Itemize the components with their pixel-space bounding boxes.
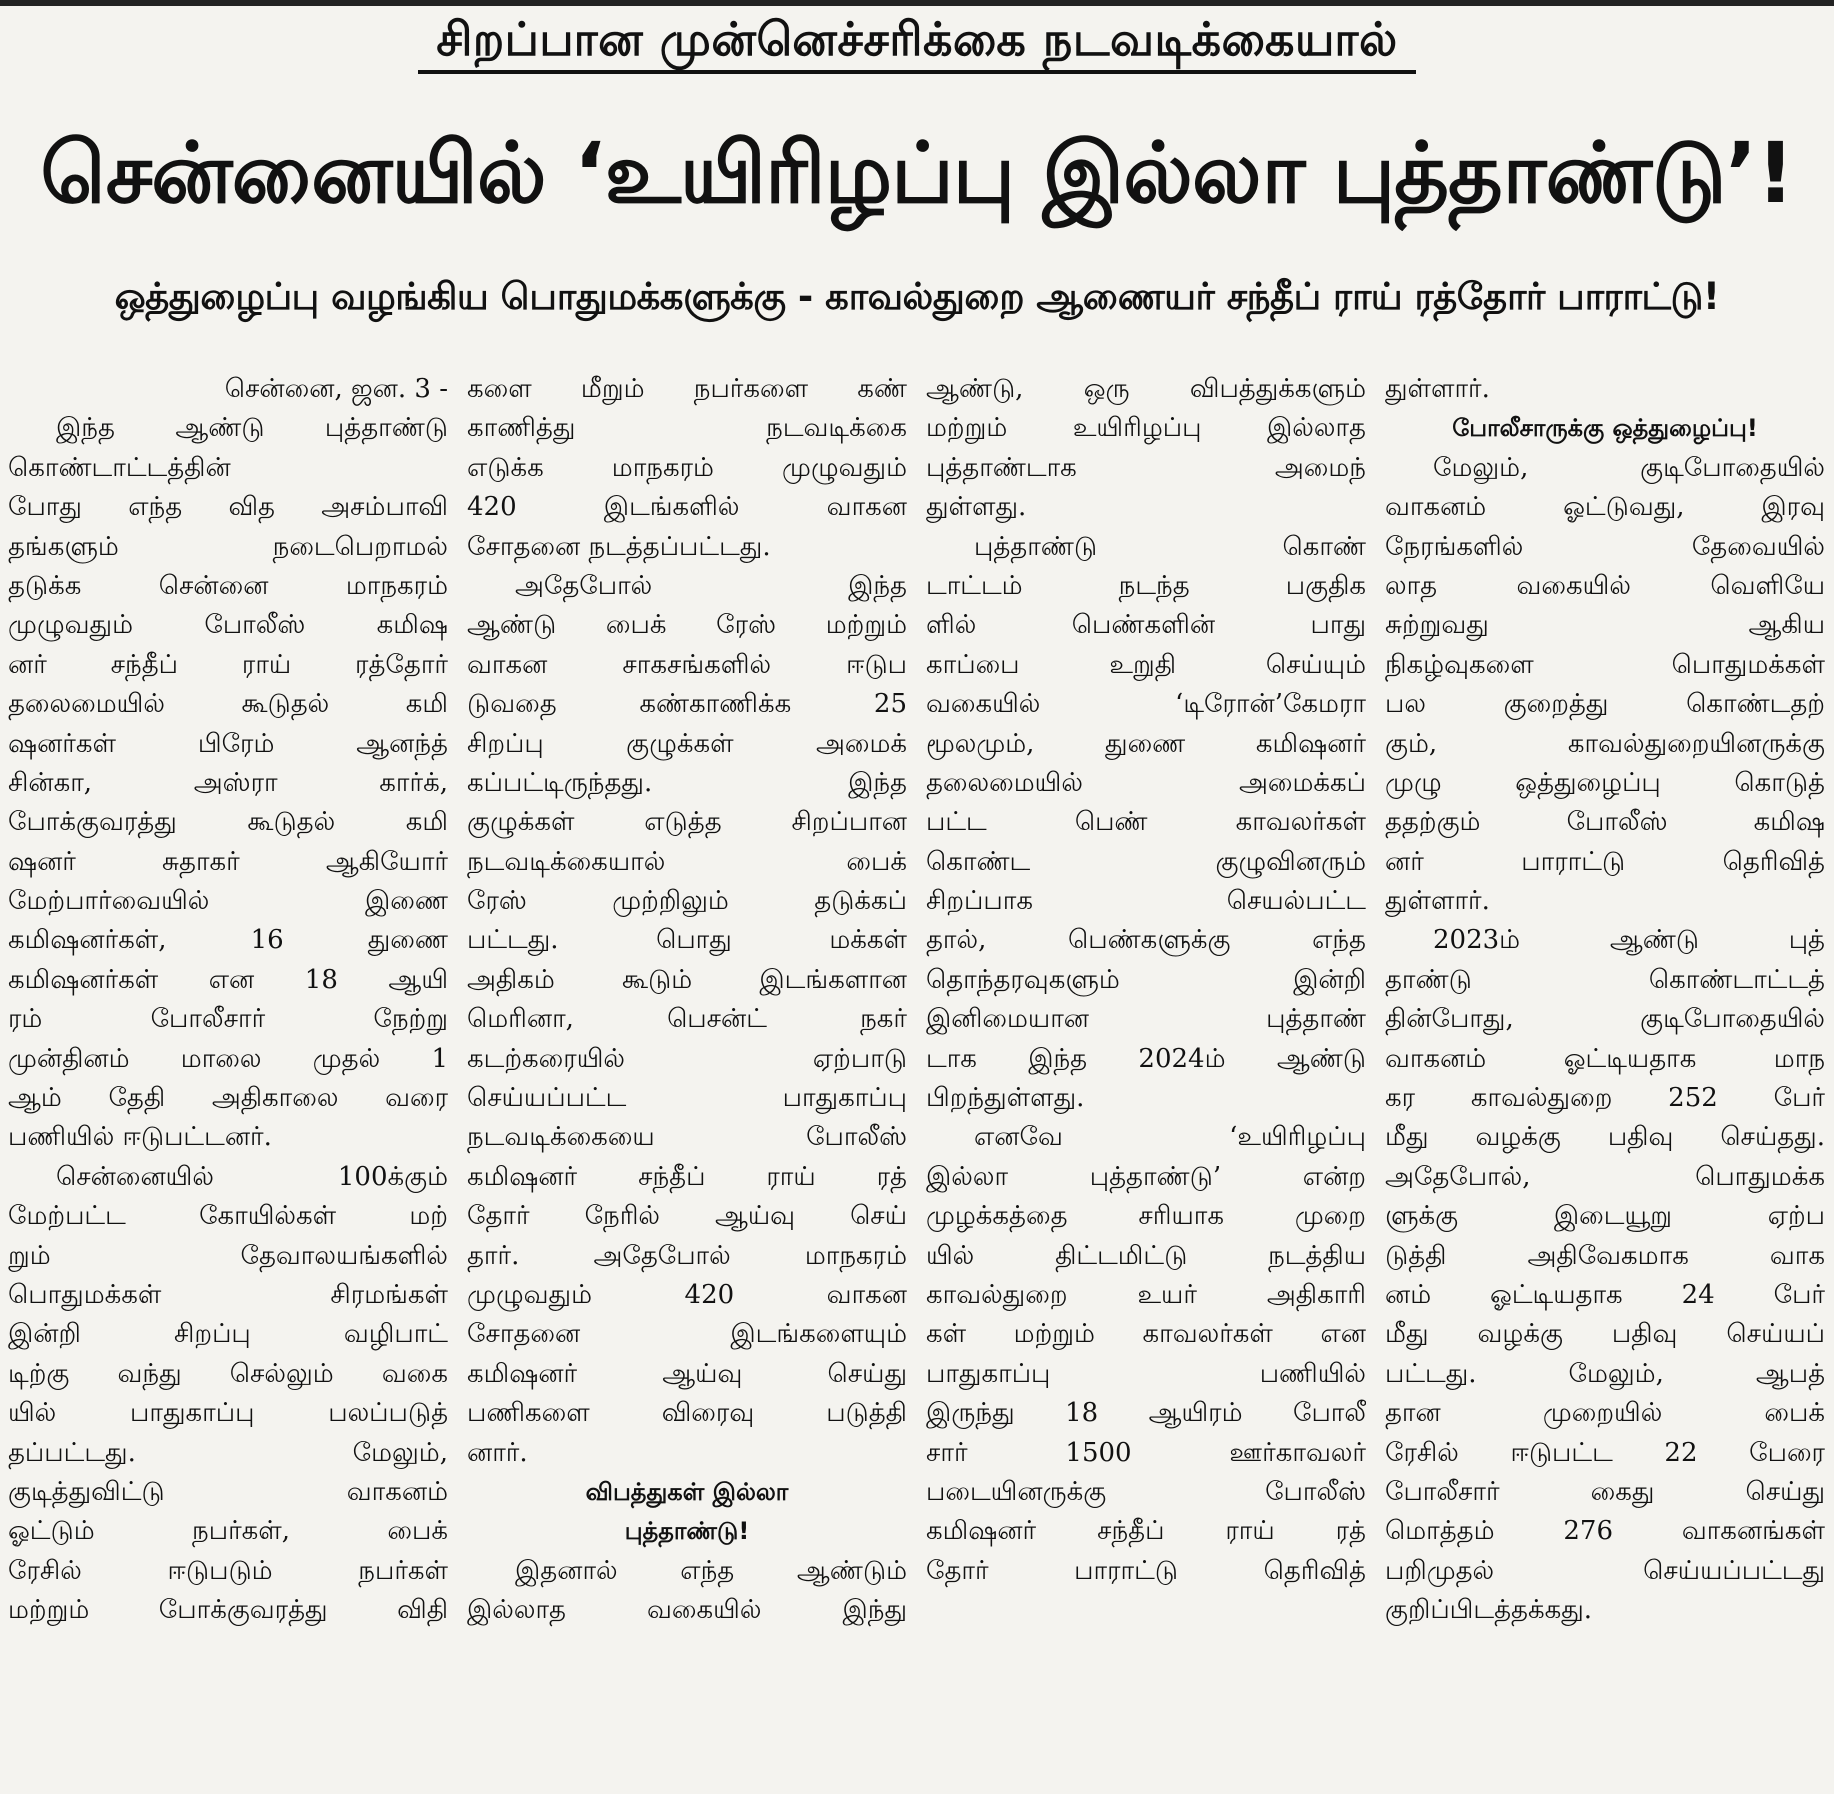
article-line: முழு ஒத்துழைப்பு கொடுத் [1385, 767, 1825, 798]
article-line: கமிஷனர்கள் என 18 ஆயி [8, 964, 448, 995]
article-line: பிறந்துள்ளது. [926, 1083, 1085, 1114]
article-line: புத்தாண்டாக அமைந் [926, 452, 1366, 483]
article-line: கமிஷனர் சந்தீப் ராய் ரத் [926, 1516, 1366, 1547]
article-line: நேரங்களில் தேவையில் [1385, 531, 1825, 562]
article-line: னார். [467, 1437, 528, 1468]
article-line: அதிகம் கூடும் இடங்களான [467, 964, 907, 995]
article-line: னர் பாராட்டு தெரிவித் [1385, 846, 1825, 877]
article-line: தங்களும் நடைபெறாமல் [8, 531, 448, 562]
article-line: துள்ளார். [1385, 886, 1490, 917]
article-line: இன்றி சிறப்பு வழிபாட் [8, 1319, 448, 1350]
article-line: கடற்கரையில் ஏற்பாடு [467, 1043, 907, 1074]
article-line: பொதுமக்கள் சிரமங்கள் [8, 1279, 448, 1310]
article-line: காப்பை உறுதி செய்யும் [926, 649, 1366, 680]
article-line: சுற்றுவது ஆகிய [1385, 610, 1825, 641]
article-line: தொந்தரவுகளும் இன்றி [926, 964, 1366, 995]
article-line: மூலமும், துணை கமிஷனர் [926, 728, 1366, 759]
section-subheading: போலீசாருக்கு ஒத்துழைப்பு! [1452, 414, 1758, 443]
article-line: டிற்கு வந்து செல்லும் வகை [8, 1358, 448, 1389]
article-line: போது எந்த வித அசம்பாவி [8, 492, 448, 523]
article-line: ரம் போலீசார் நேற்று [8, 1004, 448, 1035]
article-line: பணியில் ஈடுபட்டனர். [8, 1122, 272, 1153]
article-line: ரேசில் ஈடுபட்ட 22 பேரை [1385, 1437, 1825, 1468]
article-line: தால், பெண்களுக்கு எந்த [926, 925, 1366, 956]
article-line: ரேசில் ஈடுபடும் நபர்கள் [8, 1555, 448, 1586]
article-line: வாகன சாகசங்களில் ஈடுப [467, 649, 907, 680]
article-line: ஷனர்கள் பிரேம் ஆனந்த் [8, 728, 448, 759]
article-line: கமிஷனர்கள், 16 துணை [8, 925, 448, 956]
article-line: பட்ட பெண் காவலர்கள் [926, 807, 1366, 838]
article-line: மற்றும் உயிரிழப்பு இல்லாத [926, 413, 1366, 444]
article-line: மற்றும் போக்குவரத்து விதி [8, 1595, 448, 1626]
dateline: சென்னை, ஜன. 3 - [224, 374, 448, 404]
article-line: பறிமுதல் செய்யப்பட்டது [1385, 1555, 1825, 1586]
column-2 [467, 370, 907, 1788]
article-line: வாகனம் ஓட்டியதாக மாந [1385, 1043, 1825, 1074]
article-line: டாட்டம் நடந்த பகுதிக [926, 570, 1366, 601]
article-line: மேற்பட்ட கோயில்கள் மற் [8, 1201, 448, 1232]
article-line: கொண்டாட்டத்தின் [8, 452, 231, 483]
article-line: மொத்தம் 276 வாகனங்கள் [1385, 1516, 1825, 1547]
article-line: துள்ளது. [926, 492, 1027, 523]
article-line: முழுவதும் போலீஸ் கமிஷ [8, 610, 448, 641]
article-line: பணிகளை விரைவு படுத்தி [467, 1398, 907, 1429]
article-line: ஆம் தேதி அதிகாலை வரை [8, 1083, 448, 1114]
article-line: மேலும், குடிபோதையில் [1433, 452, 1825, 483]
article-line: ஷனர் சுதாகர் ஆகியோர் [8, 846, 448, 877]
article-line: டுவதை கண்காணிக்க 25 [467, 689, 907, 720]
article-line: தார். அதேபோல் மாநகரம் [467, 1240, 907, 1271]
article-line: ஆண்டு, ஒரு விபத்துக்களும் [926, 374, 1366, 404]
article-line: ததற்கும் போலீஸ் கமிஷ [1385, 807, 1825, 838]
article-line: டுத்தி அதிவேகமாக வாக [1385, 1240, 1825, 1271]
article-line: னர் சந்தீப் ராய் ரத்தோர் [8, 649, 448, 680]
article-line: னம் ஓட்டியதாக 24 பேர் [1385, 1279, 1825, 1310]
article-line: காவல்துறை உயர் அதிகாரி [926, 1279, 1366, 1310]
article-line: காணித்து நடவடிக்கை [467, 413, 907, 444]
article-line: தப்பட்டது. மேலும், [8, 1437, 448, 1468]
section-subheading: விபத்துகள் இல்லா [585, 1477, 789, 1506]
article-line: கமிஷனர் சந்தீப் ராய் ரத் [467, 1161, 907, 1192]
article-line: போலீசார் கைது செய்து [1385, 1476, 1825, 1507]
article-line: மேற்பார்வையில் இணை [8, 886, 448, 917]
column-4 [1385, 370, 1825, 1788]
kicker [0, 8, 1834, 78]
article-line: முழக்கத்தை சரியாக முறை [926, 1201, 1366, 1232]
section-subheading: புத்தாண்டு! [624, 1517, 750, 1546]
article-line: சிறப்பு குழுக்கள் அமைக் [467, 728, 907, 759]
article-line: இருந்து 18 ஆயிரம் போலீ [926, 1398, 1366, 1429]
article-line: போக்குவரத்து கூடுதல் கமி [8, 807, 448, 838]
article-line: மீது வழக்கு பதிவு செய்தது. [1385, 1122, 1825, 1153]
article-line: ஓட்டும் நபர்கள், பைக் [8, 1516, 448, 1547]
article-line: யில் பாதுகாப்பு பலப்படுத் [8, 1398, 448, 1429]
article-line: வாகனம் ஓட்டுவது, இரவு [1385, 492, 1825, 523]
article-line: பட்டது. மேலும், ஆபத் [1385, 1358, 1825, 1389]
article-line: சார் 1500 ஊர்காவலர் [926, 1437, 1366, 1468]
column-1 [8, 370, 448, 1788]
article-line: அதேபோல் இந்த [515, 570, 907, 601]
article-line: கர காவல்துறை 252 பேர் [1385, 1083, 1825, 1114]
article-line: யில் திட்டமிட்டு நடத்திய [926, 1240, 1366, 1271]
article-line: சிறப்பாக செயல்பட்ட [926, 886, 1366, 917]
article-line: ளில் பெண்களின் பாது [926, 610, 1366, 641]
article-line: புத்தாண்டு கொண் [974, 531, 1366, 562]
article-line: முழுவதும் 420 வாகன [467, 1279, 907, 1310]
article-line: சோதனை இடங்களையும் [467, 1319, 907, 1350]
headline: சென்னையில் ‘உயிரிழப்பு இல்லா புத்தாண்டு’! [40, 124, 1794, 222]
article-line: குறிப்பிடத்தக்கது. [1385, 1595, 1593, 1626]
article-line: இந்த ஆண்டு புத்தாண்டு [56, 413, 448, 444]
article-line: கப்பட்டிருந்தது. இந்த [467, 767, 907, 798]
article-line: இனிமையான புத்தாண் [926, 1004, 1366, 1035]
article-line: இதனால் எந்த ஆண்டும் [515, 1555, 907, 1586]
article-line: தலைமையில் கூடுதல் கமி [8, 689, 448, 720]
article-line: 2023ம் ஆண்டு புத் [1433, 925, 1825, 956]
top-rule [0, 0, 1834, 6]
article-line: மீது வழக்கு பதிவு செய்யப் [1385, 1319, 1825, 1350]
article-line: தாண்டு கொண்டாட்டத் [1385, 964, 1825, 995]
article-line: பல குறைத்து கொண்டதற் [1385, 689, 1825, 720]
article-line: அதேபோல், பொதுமக்க [1385, 1161, 1825, 1192]
article-line: நடவடிக்கையை போலீஸ் [467, 1122, 907, 1153]
article-line: செய்யப்பட்ட பாதுகாப்பு [467, 1083, 907, 1114]
article-line: இல்லாத வகையில் இந்து [467, 1595, 907, 1626]
article-line: லாத வகையில் வெளியே [1385, 570, 1825, 601]
article-line: சென்னையில் 100க்கும் [56, 1161, 448, 1192]
article-line: நடவடிக்கையால் பைக் [467, 846, 907, 877]
article-line: வகையில் ‘டிரோன்’கேமரா [926, 689, 1366, 720]
article-line: முன்தினம் மாலை முதல் 1 [8, 1043, 448, 1074]
article-line: இல்லா புத்தாண்டு’ என்ற [926, 1161, 1366, 1192]
article-line: களை மீறும் நபர்களை கண் [467, 374, 907, 404]
article-line: எடுக்க மாநகரம் முழுவதும் [467, 452, 907, 483]
article-line: ஆண்டு பைக் ரேஸ் மற்றும் [467, 610, 907, 641]
article-line: படையினருக்கு போலீஸ் [926, 1476, 1366, 1507]
article-line: குழுக்கள் எடுத்த சிறப்பான [467, 807, 907, 838]
kicker-text: சிறப்பான முன்னெச்சரிக்கை நடவடிக்கையால் [418, 8, 1415, 74]
article-line: குடித்துவிட்டு வாகனம் [8, 1476, 448, 1507]
article-line: டாக இந்த 2024ம் ஆண்டு [926, 1043, 1366, 1074]
article-line: சோதனை நடத்தப்பட்டது. [467, 531, 771, 562]
article-line: கமிஷனர் ஆய்வு செய்து [467, 1358, 907, 1389]
article-line: கும், காவல்துறையினருக்கு [1385, 728, 1825, 759]
article-line: கள் மற்றும் காவலர்கள் என [926, 1319, 1366, 1350]
column-3 [926, 370, 1366, 1788]
article-line: பாதுகாப்பு பணியில் [926, 1358, 1366, 1389]
article-line: தோர் நேரில் ஆய்வு செய் [467, 1201, 907, 1232]
subheadline: ஒத்துழைப்பு வழங்கிய பொதுமக்களுக்கு - காவல்துறை ஆணையர் சந்தீப் ராய் ரத்தோர் பாராட்டு! [114, 275, 1720, 318]
article-line: எனவே ‘உயிரிழப்பு [974, 1122, 1366, 1153]
article-line: தடுக்க சென்னை மாநகரம் [8, 570, 448, 601]
article-line: தோர் பாராட்டு தெரிவித் [926, 1555, 1366, 1586]
article-line: தலைமையில் அமைக்கப் [926, 767, 1366, 798]
article-line: துள்ளார். [1385, 374, 1490, 404]
article-line: சின்கா, அஸ்ரா கார்க், [8, 767, 448, 798]
article-line: மெரினா, பெசன்ட் நகர் [467, 1004, 907, 1035]
article-line: ளுக்கு இடையூறு ஏற்ப [1385, 1201, 1825, 1232]
article-columns [8, 370, 1826, 1788]
article-line: தான முறையில் பைக் [1385, 1398, 1825, 1429]
article-line: றும் தேவாலயங்களில் [8, 1240, 448, 1271]
article-line: பட்டது. பொது மக்கள் [467, 925, 907, 956]
article-line: தின்போது, குடிபோதையில் [1385, 1004, 1825, 1035]
article-line: கொண்ட குழுவினரும் [926, 846, 1366, 877]
article-line: ரேஸ் முற்றிலும் தடுக்கப் [467, 886, 907, 917]
article-line: 420 இடங்களில் வாகன [467, 492, 907, 523]
article-line: நிகழ்வுகளை பொதுமக்கள் [1385, 649, 1825, 680]
